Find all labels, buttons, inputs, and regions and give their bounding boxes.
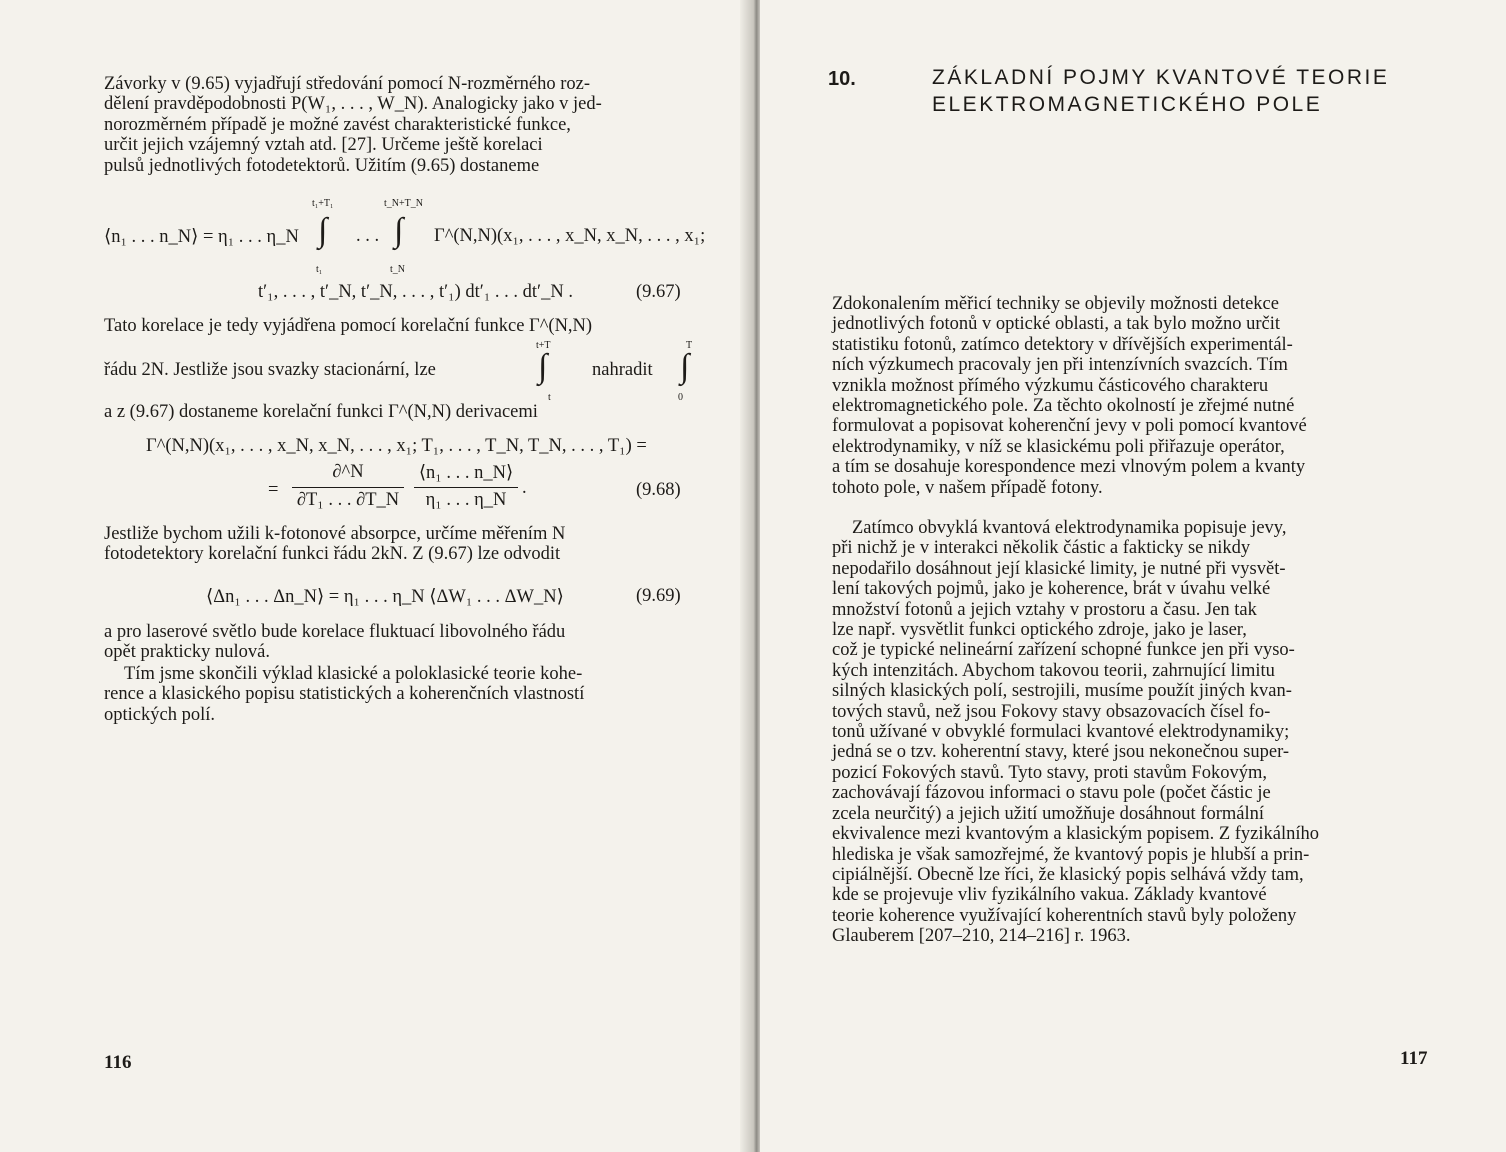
text-line: jedná se o tzv. koherentní stavy, které jsou nekonečnou super- [832, 742, 1290, 763]
integral-sign-1: ∫ [318, 212, 328, 249]
text-line: pozicí Fokových stavů. Tyto stavy, proti stavům Fokovým, [832, 762, 1267, 783]
fraction-2-numerator: ⟨n₁ . . . n_N⟩ [418, 463, 514, 483]
page-number-left: 116 [104, 1052, 132, 1073]
equation-968-dot: . [522, 478, 527, 498]
integral-2-lower-limit: t_N [390, 264, 405, 275]
text-line: Zatímco obvyklá kvantová elektrodynamika popisuje jevy, [852, 518, 1287, 538]
text-line: opět prakticky nulová. [104, 642, 270, 663]
page-number-right: 117 [1400, 1048, 1428, 1069]
text-line: fotodetektory korelační funkci řádu 2kN. Z (9.67) lze odvodit [104, 544, 561, 565]
integral-1-upper-limit: t₁+T₁ [312, 198, 334, 209]
text-line: ekvivalence mezi kvantovým a klasickým popisem. Z fyzikálního [832, 824, 1320, 845]
integral-sign-2: ∫ [394, 212, 404, 249]
chapter-title-line-1: ZÁKLADNÍ POJMY KVANTOVÉ TEORIE [932, 66, 1390, 89]
replace-integral-sign-2: ∫ [680, 348, 690, 385]
equation-968-equals: = [268, 480, 279, 500]
chapter-title-line-2: ELEKTROMAGNETICKÉHO POLE [932, 93, 1323, 116]
text-line: hlediska je však samozřejmé, že kvantový popis je hlubší a prin- [832, 844, 1310, 865]
text-line: vznikla možnost přímého výzkumu částicového charakteru [832, 375, 1269, 396]
fraction-2-bar [414, 487, 518, 488]
text-line: rence a klasického popisu statistických a koherenčních vlastností [104, 684, 585, 705]
text-line: a pro laserové světlo bude korelace fluktuací libovolného řádu [104, 622, 566, 642]
replace-integral-1-lower: t [548, 392, 551, 403]
equation-number-9-67: (9.67) [636, 282, 681, 302]
text-line: určit jejich vzájemný vztah atd. [27]. Určeme ještě korelaci [104, 135, 543, 156]
left-paragraph-1 [104, 74, 694, 176]
left-page [0, 0, 752, 1152]
text-line: Glauberem [207–210, 214–216] r. 1963. [832, 926, 1131, 947]
text-line: tohoto pole, v našem případě fotony. [832, 477, 1103, 498]
left-paragraph-2-line-1: Tato korelace je tedy vyjádřena pomocí korelační funkce Γ^(N,N) [104, 316, 593, 336]
text-line: Tím jsme skončili výklad klasické a poloklasické teorie kohe- [124, 664, 583, 684]
text-line: nepodařilo dosáhnout její klasické limity, je nutné při vysvět- [832, 558, 1286, 579]
text-line: lze např. vysvětlit funkci optického zdroje, jako je laser, [832, 620, 1247, 641]
replace-integral-1-upper: t+T [536, 340, 551, 351]
fraction-1-bar [292, 487, 404, 488]
text-line: při nichž je v interakci několik částic a fakticky se nikdy [832, 538, 1251, 559]
integral-dots: . . . [356, 226, 380, 246]
text-line: lení takových pojmů, jako je koherence, brát v úvahu velké [832, 579, 1271, 600]
right-paragraph-2 [832, 518, 1426, 947]
integral-1-lower-limit: t₁ [316, 264, 323, 275]
text-line: pulsů jednotlivých fotodetektorů. Užitím (9.65) dostaneme [104, 155, 540, 176]
text-line: silných klasických polí, sestrojili, musíme použít jiných kvan- [832, 681, 1292, 702]
fraction-1-numerator: ∂^N [332, 462, 364, 482]
text-line: zcela neurčitý) a jejich užití umožňuje dosáhnout formální [832, 803, 1265, 824]
left-paragraph-3 [104, 524, 694, 565]
text-line: Závorky v (9.65) vyjadřují středování pomocí N-rozměrného roz- [104, 74, 590, 94]
equation-rhs-line-1: Γ^(N,N)(x₁, . . . , x_N, x_N, . . . , x₁; [434, 226, 706, 246]
right-page [760, 0, 1506, 1152]
text-line: Jestliže bychom užili k-fotonové absorpce, určíme měřením N [104, 524, 566, 544]
text-line: optických polí. [104, 704, 215, 725]
text-line: cipiálnější. Obecně lze říci, že klasický popis selhává vždy tam, [832, 864, 1304, 885]
text-line: elektrodynamiky, v níž se klasickému poli přiřazuje operátor, [832, 436, 1285, 457]
equation-lhs: ⟨n₁ . . . n_N⟩ = η₁ . . . η_N [104, 227, 299, 247]
text-line: formulovat a popisovat koherenční jevy v poli pomocí kvantové [832, 416, 1307, 437]
fraction-2-denominator: η₁ . . . η_N [425, 490, 507, 510]
text-line: teorie koherence využívající koherentních stavů byly položeny [832, 905, 1297, 926]
text-line: tových stavů, než jsou Fokovy stavy obsazovacích čísel fo- [832, 701, 1271, 722]
chapter-number: 10. [828, 68, 856, 90]
text-line: norozměrném případě je možné zavést charakteristické funkce, [104, 114, 571, 135]
text-line: dělení pravděpodobnosti P(W₁, . . . , W_N). Analogicky jako v jed- [104, 94, 602, 115]
left-paragraph-4 [104, 622, 694, 663]
fraction-1-denominator: ∂T₁ . . . ∂T_N [296, 490, 400, 510]
chapter-title [932, 64, 1389, 118]
text-line: což je typické nelineární zařízení schopné funkce jen při vyso- [832, 640, 1295, 661]
left-paragraph-2-line-2b: nahradit [592, 360, 653, 380]
text-line: tonů užívané v obvyklé formulaci kvantové elektrodynamiky; [832, 722, 1290, 743]
text-line: jednotlivých fotonů v optické oblasti, a tak bylo možno určit [832, 314, 1281, 335]
text-line: elektromagnetického pole. Za těchto okolností je zřejmé nutné [832, 396, 1295, 417]
replace-integral-2-lower: 0 [678, 392, 683, 403]
text-line: zachovávají fázovou informaci o stavu pole (počet částic je [832, 783, 1271, 804]
text-line: Zdokonalením měřicí techniky se objevily možnosti detekce [832, 294, 1279, 314]
equation-number-9-68: (9.68) [636, 480, 681, 500]
equation-rhs-line-2: t′₁, . . . , t′_N, t′_N, . . . , t′₁) dt′₁ . . . dt′_N . [258, 282, 573, 302]
left-paragraph-2-line-3: a z (9.67) dostaneme korelační funkci Γ^(N,N) derivacemi [104, 402, 538, 422]
equation-number-9-69: (9.69) [636, 586, 681, 606]
text-line: množství fotonů a jejich vztahy v prostoru a času. Jen tak [832, 599, 1257, 620]
replace-integral-sign-1: ∫ [538, 348, 548, 385]
replace-integral-2-upper: T [686, 340, 693, 351]
equation-968-line-1: Γ^(N,N)(x₁, . . . , x_N, x_N, . . . , x₁; T₁, . . . , T_N, T_N, . . . , T₁) = [146, 436, 647, 456]
equation-969-body: ⟨Δn₁ . . . Δn_N⟩ = η₁ . . . η_N ⟨ΔW₁ . . . ΔW_N⟩ [206, 587, 564, 607]
text-line: kých intenzitách. Abychom takovou teorii, zahrnující limitu [832, 660, 1275, 681]
integral-2-upper-limit: t_N+T_N [384, 198, 423, 209]
text-line: ních výzkumech pracovaly jen při intenzívních svazcích. Tím [832, 355, 1288, 376]
left-paragraph-5 [104, 664, 694, 725]
text-line: kde se projevuje vliv fyzikálního vakua. Základy kvantové [832, 885, 1267, 906]
text-line: a tím se dosahuje korespondence mezi vlnovým polem a kvanty [832, 457, 1306, 478]
left-paragraph-2-line-2a: řádu 2N. Jestliže jsou svazky stacionární, lze [104, 360, 436, 380]
right-paragraph-1 [832, 294, 1426, 498]
text-line: statistiku fotonů, zatímco detektory v dřívějších experimentál- [832, 334, 1293, 355]
